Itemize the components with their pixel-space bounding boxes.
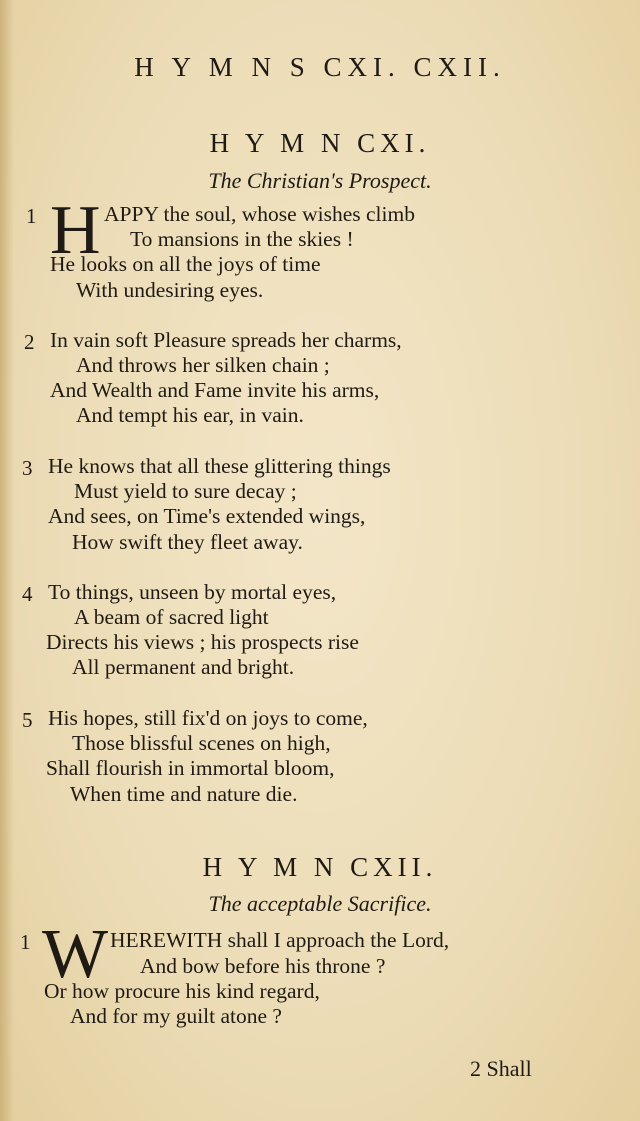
catchword: 2 Shall (470, 1056, 532, 1081)
verse-line: How swift they fleet away. (72, 530, 303, 554)
verse-line: All permanent and bright. (72, 655, 295, 679)
verse-number: 4 (22, 582, 33, 606)
drop-cap: H (50, 192, 101, 269)
verse-line: Must yield to sure decay ; (74, 479, 297, 503)
verse-line: Directs his views ; his prospects rise (46, 630, 359, 654)
verse-line: He looks on all the joys of time (50, 252, 321, 276)
verse-line: A beam of sacred light (74, 605, 269, 629)
verse-line: To things, unseen by mortal eyes, (48, 580, 337, 604)
verse-number: 3 (22, 456, 33, 480)
hymn-cxii-title: H Y M N CXII. (202, 852, 438, 882)
verse-line: APPY the soul, whose wishes climb (104, 202, 415, 226)
hymn-cxii-subtitle: The acceptable Sacrifice. (208, 891, 432, 916)
verse-line: Those blissful scenes on high, (72, 731, 331, 755)
drop-cap: W (42, 916, 109, 993)
verse-number: 1 (20, 930, 31, 954)
verse-line: And sees, on Time's extended wings, (48, 504, 366, 528)
verse-number: 2 (24, 330, 35, 354)
running-head: H Y M N S CXI. CXII. (134, 52, 506, 82)
verse-line: Shall flourish in immortal bloom, (46, 756, 335, 780)
verse-line: And for my guilt atone ? (70, 1004, 282, 1028)
verse-line: And Wealth and Fame invite his arms, (50, 378, 380, 402)
verse-line: With undesiring eyes. (76, 278, 264, 302)
verse-number: 1 (26, 204, 37, 228)
verse-line: To mansions in the skies ! (130, 227, 354, 251)
verse-line: HEREWITH shall I approach the Lord, (110, 928, 450, 952)
hymn-cxi-subtitle: The Christian's Prospect. (208, 168, 432, 193)
verse-line: Or how procure his kind regard, (44, 979, 320, 1003)
hymn-cxi-title: H Y M N CXI. (209, 128, 431, 158)
verse-line: In vain soft Pleasure spreads her charms, (50, 328, 402, 352)
verse-line: When time and nature die. (70, 782, 298, 806)
verse-number: 5 (22, 708, 33, 732)
verse-line: His hopes, still fix'd on joys to come, (48, 706, 368, 730)
verse-line: And bow before his throne ? (140, 954, 386, 978)
verse-line: And tempt his ear, in vain. (76, 403, 304, 427)
verse-line: And throws her silken chain ; (76, 353, 330, 377)
verse-line: He knows that all these glittering things (48, 454, 391, 478)
